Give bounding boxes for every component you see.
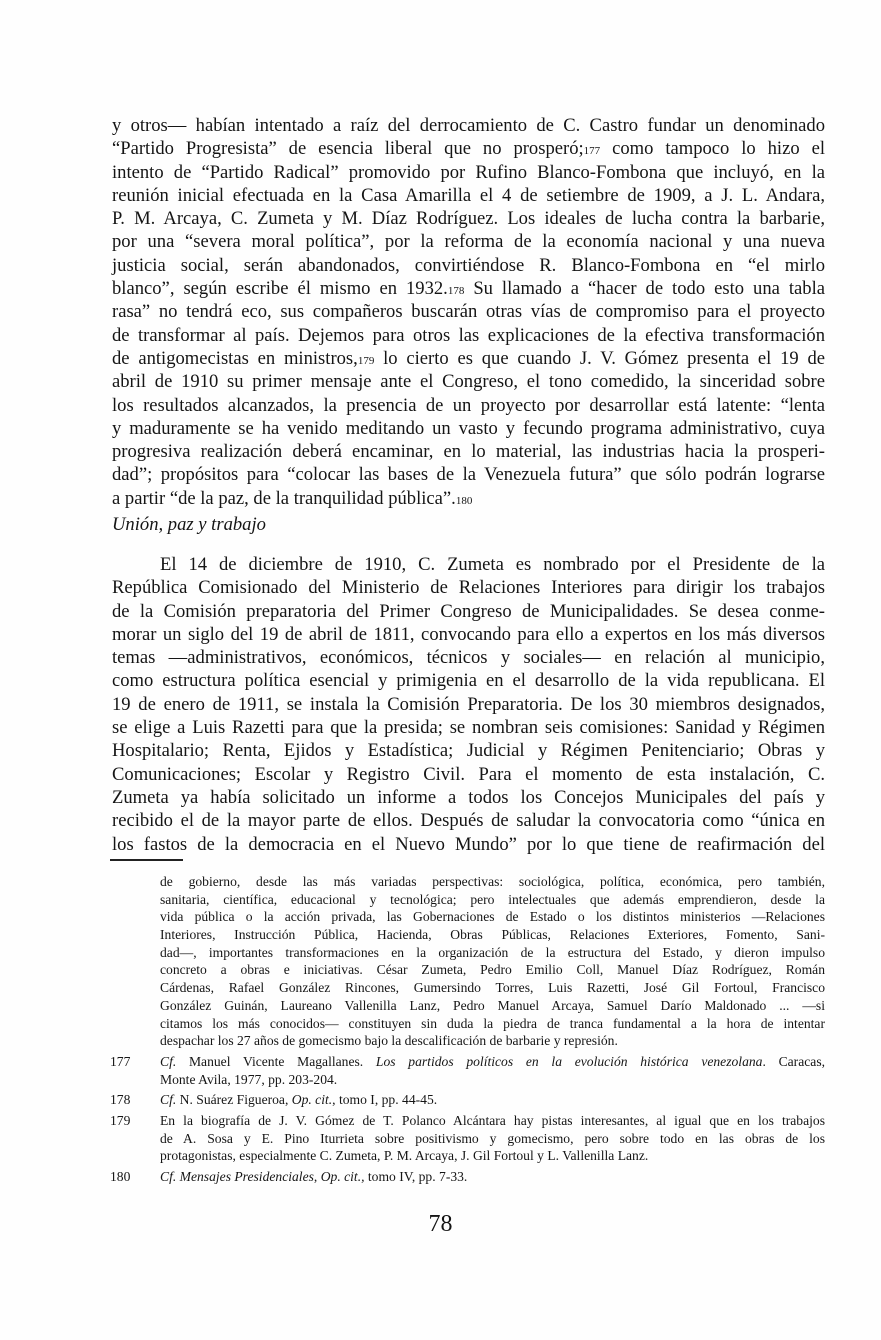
cf-abbrev: Cf. [160, 1053, 177, 1069]
footnote-number: 180 [110, 1169, 131, 1184]
text-line: morar un siglo del 19 de abril de 1811, convocando para ello a expertos en los más diversos [112, 623, 825, 645]
text-span: como tampoco lo hizo el [612, 138, 825, 160]
footnote-line: citamos los más conocidos— constituyen sin duda la piedra de tranca fundamental a la hora de intentar [160, 1015, 825, 1031]
footnotes [110, 873, 825, 1186]
text-line: 19 de enero de 1911, se instala la Comisión Preparatoria. De los 30 miembros designados, [112, 693, 825, 715]
text-line: como estructura política esencial y primigenia en el desarrollo de la vida republicana. El [112, 670, 825, 692]
text-line: República Comisionado del Ministerio de Relaciones Interiores para dirigir los trabajos [112, 577, 825, 599]
text-span: de antigomecistas en ministros, [112, 347, 358, 369]
footnote-line: de gobierno, desde las más variadas perspectivas: sociológica, política, económica, pero también, [160, 874, 825, 889]
text-line: y otros— habían intentado a raíz del derrocamiento de C. Castro fundar un denominado [112, 115, 825, 136]
footnote-line: concreto a obras e iniciativas. César Zumeta, Pedro Emilio Coll, Manuel Díaz Rodríguez, Román [160, 962, 825, 978]
footnote-179 [110, 1112, 825, 1165]
text-line: por una “severa moral política”, por la reforma de la economía nacional y una nueva [112, 231, 825, 253]
text-line: intento de “Partido Radical” promovido por Rufino Blanco-Fombona que incluyó, en la [112, 161, 825, 183]
footnote-line: despachar los 27 años de gomecismo bajo la descalificación de barbarie y represión. [160, 1033, 618, 1049]
footnote-number: 178 [110, 1092, 131, 1108]
text-line: de transformar al país. Dejemos para otros las explicaciones de la efectiva transformación [112, 324, 825, 346]
footnote-continued [110, 873, 825, 1050]
text-line: Hospitalario; Renta, Ejidos y Estadística; Judicial y Régimen Penitenciario; Obras y [112, 740, 825, 762]
footnote-line: González Guinán, Laureano Vallenilla Lanz, Pedro Manuel Arcaya, Samuel Darío Maldonado ... —si [160, 997, 825, 1013]
text-span: , [313, 1169, 321, 1184]
book-title: Los partidos políticos en la evolución histórica venezolana [375, 1053, 763, 1069]
footnote-number: 177 [110, 1053, 131, 1069]
author: N. Suárez Figueroa, [176, 1092, 292, 1108]
footnote-line: sanitaria, científica, educacional y tecnológica; pero intelectuales que además emprendieron, desde la [160, 891, 825, 907]
text-line: progresiva realización deberá encaminar, en lo material, las industrias hacia la prosperi- [112, 441, 825, 463]
text-span: . Caracas, [762, 1053, 826, 1069]
text-span: lo cierto es que cuando J. V. Gómez presenta el 19 de [383, 347, 825, 369]
page-number: 78 [428, 1211, 453, 1237]
text-line: los fastos de la democracia en el Nuevo Mundo” por lo que tiene de reafirmación del [112, 833, 825, 855]
footnote-ref-180[interactable]: 180 [455, 494, 473, 507]
footnote-ref-178[interactable]: 178 [447, 284, 465, 297]
body-paragraph-1 [112, 114, 825, 510]
cf-abbrev: Cf. [160, 1092, 177, 1108]
book-title: Cf. Mensajes Presidenciales [160, 1169, 314, 1184]
author: Manuel Vicente Magallanes. [176, 1053, 376, 1069]
text-line [112, 347, 825, 370]
footnote-line [160, 1091, 825, 1109]
footnote-line: vida pública o la acción privada, las Gobernaciones de Estado o los distintos ministerios —Relaciones [160, 909, 825, 925]
footnote-line: dad—, importantes transformaciones en la organización de la estructura del Estado, y dieron impulso [160, 944, 825, 960]
text-line: abril de 1910 su primer mensaje ante el Congreso, el tono comedido, la sinceridad sobre [112, 371, 825, 393]
op-cit: Op. cit. [291, 1092, 333, 1108]
footnote-line: En la biografía de J. V. Gómez de T. Polanco Alcántara hay pistas interesantes, al igual que en los trabajos [160, 1112, 825, 1128]
text-span: Su llamado a “hacer de todo esto una tabla [473, 278, 825, 300]
footnote-177 [110, 1053, 825, 1088]
text-span: tomo IV, pp. 7-33. [364, 1169, 468, 1184]
text-span: , tomo I, pp. 44-45. [332, 1092, 438, 1108]
text-line: los resultados alcanzados, la presencia de un proyecto por desarrollar está latente: “lenta [112, 394, 825, 416]
footnote-180 [110, 1168, 825, 1186]
text-line: reunión inicial efectuada en la Casa Amarilla el 4 de setiembre de 1909, a J. L. Andara, [112, 184, 825, 206]
text-span: blanco”, según escribe él mismo en 1932. [112, 278, 448, 300]
footnote-ref-177[interactable]: 177 [583, 145, 601, 158]
footnote-line: Cárdenas, Rafael González Rincones, Gumersindo Torres, Luis Razetti, José Gil Fortoul, Francisco [160, 980, 825, 996]
footnote-line [160, 1053, 825, 1071]
text-line: justicia social, serán abandonados, convirtiéndose R. Blanco-Fombona en “el mirlo [112, 254, 825, 276]
footnote-separator [110, 859, 183, 861]
footnote-line [160, 1168, 825, 1186]
text-line: P. M. Arcaya, C. Zumeta y M. Díaz Rodríguez. Los ideales de lucha contra la barbarie, [112, 208, 825, 230]
text-line: se elige a Luis Razetti para que la presida; se nombran seis comisiones: Sanidad y Régimen [112, 717, 825, 739]
section-heading: Unión, paz y trabajo [112, 514, 266, 535]
footnote-line: protagonistas, especialmente C. Zumeta, P. M. Arcaya, J. Gil Fortoul y L. Vallenilla Lanz. [160, 1148, 649, 1164]
text-span: a partir “de la paz, de la tranquilidad pública”. [112, 487, 456, 509]
footnote-line: Interiores, Instrucción Pública, Hacienda, Obras Públicas, Relaciones Exteriores, Fomento, Sani- [160, 927, 825, 943]
text-line: dad”; propósitos para “colocar las bases de la Venezuela futura” que sólo podrán lograrse [112, 464, 825, 486]
text-line: Comunicaciones; Escolar y Registro Civil. Para el momento de esta instalación, C. [112, 763, 825, 785]
text-line [112, 277, 825, 300]
text-line: y maduramente se ha venido meditando un vasto y fecundo programa administrativo, cuya [112, 417, 825, 439]
footnote-line: Monte Avila, 1977, pp. 203-204. [160, 1071, 338, 1087]
op-cit: Op. cit., [320, 1169, 365, 1184]
text-line: El 14 de diciembre de 1910, C. Zumeta es nombrado por el Presidente de la [160, 554, 825, 575]
text-line [112, 487, 825, 510]
text-line: Zumeta ya había solicitado un informe a todos los Concejos Municipales del país y [112, 786, 825, 808]
footnote-ref-179[interactable]: 179 [357, 354, 375, 367]
footnote-line: de A. Sosa y E. Pino Iturrieta sobre positivismo y gomecismo, pero sobre todo en las obras de los [160, 1130, 825, 1146]
text-line: rasa” no tendrá eco, sus compañeros buscarán otras vías de compromiso para el proyecto [112, 301, 825, 323]
text-span: “Partido Progresista” de esencia liberal que no prosperó; [112, 138, 584, 160]
body-paragraph-2 [112, 553, 825, 856]
text-line [112, 137, 825, 160]
text-line: de la Comisión preparatoria del Primer Congreso de Municipalidades. Se desea conme- [112, 600, 825, 622]
text-line: recibido el de la mayor parte de ellos. Después de saludar la convocatoria como “única en [112, 810, 825, 832]
footnote-number: 179 [110, 1112, 131, 1128]
text-line: temas —administrativos, económicos, técnicos y sociales— en relación al municipio, [112, 647, 825, 669]
footnote-178 [110, 1091, 825, 1109]
